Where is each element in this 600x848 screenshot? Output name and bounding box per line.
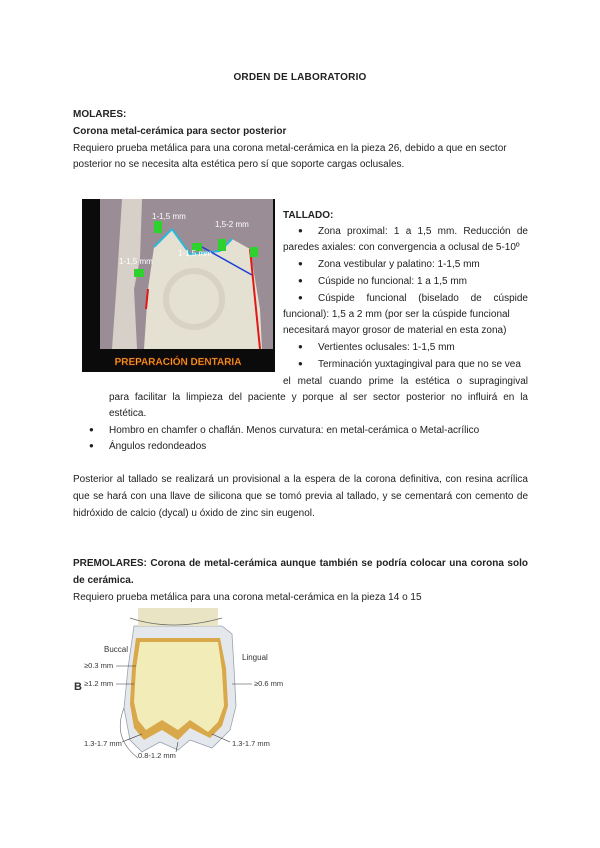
fig1-label-4: 1-1,5 mm	[119, 257, 153, 266]
molares-subheading: Corona metal-cerámica para sector posterior	[73, 126, 287, 137]
bullet: ●	[298, 293, 303, 302]
fig2-measure-4: 1.3-1.7 mm	[84, 739, 122, 748]
bullet: ●	[298, 276, 303, 285]
tallado-item-5: Vertientes oclusales: 1-1,5 mm	[318, 342, 455, 353]
bullet: ●	[298, 259, 303, 268]
fig2-measure-6: 0.8-1.2 mm	[138, 751, 176, 760]
tallado-heading: TALLADO:	[283, 210, 334, 221]
fig2-lingual-label: Lingual	[242, 653, 268, 662]
tallado-extra-1: Hombro en chamfer o chaflán. Menos curvatura: en metal-cerámica o Metal-acrílico	[109, 425, 480, 436]
molares-intro-line1: Requiero prueba metálica para una corona metal-cerámica en la pieza 26, debido a que en sector	[73, 143, 507, 154]
molares-intro-line2: posterior no se necesita alta estética pero sí que soporte cargas oclusales.	[73, 159, 405, 170]
tallado-item-1-line1: Zona proximal: 1 a 1,5 mm. Reducción de	[318, 226, 528, 237]
premolares-intro: Requiero prueba metálica para una corona metal-cerámica en la pieza 14 o 15	[73, 592, 422, 603]
tallado-item-4-line1: Cúspide funcional (biselado de cúspide	[318, 293, 528, 304]
tallado-extra-2: Ángulos redondeados	[109, 441, 207, 452]
fig2-measure-2: ≥1.2 mm	[84, 679, 114, 688]
bullet: ●	[298, 359, 303, 368]
tallado-item-4-line2: funcional): 1,5 a 2 mm (por ser la cúspide funcional	[283, 309, 510, 320]
tallado-item-6-line2: el metal cuando prime la estética o supragingival	[283, 376, 528, 387]
fig2-measure-5: 1.3-1.7 mm	[232, 739, 270, 748]
tallado-item-3: Cúspide no funcional: 1 a 1,5 mm	[318, 276, 467, 287]
tallado-item-6-line1: Terminación yuxtagingival para que no se vea	[318, 359, 521, 370]
fig1-label-3: 1-1,5 mm	[178, 249, 212, 258]
tallado-item-2: Zona vestibular y palatino: 1-1,5 mm	[318, 259, 480, 270]
molar-preparation-figure	[82, 199, 275, 372]
molares-heading: MOLARES:	[73, 109, 127, 120]
bullet: ●	[89, 425, 94, 434]
premolares-heading-line2: de cerámica.	[73, 575, 134, 586]
fig1-label-2: 1,5-2 mm	[215, 220, 249, 229]
fig1-label-1: 1-1,5 mm	[152, 212, 186, 221]
document-title: ORDEN DE LABORATORIO	[233, 72, 367, 83]
bullet: ●	[298, 226, 303, 235]
fig2-measure-3: ≥0.6 mm	[254, 679, 284, 688]
bullet: ●	[298, 342, 303, 351]
tallado-item-1-line2: paredes axiales: con convergencia a oclusal de 5-10º	[283, 242, 520, 253]
fig2-measure-1: ≥0.3 mm	[84, 661, 114, 670]
posterior-line1: Posterior al tallado se realizará un provisional a la espera de la corona definitiva, con resina acrílica	[73, 474, 528, 485]
premolares-heading-line1: PREMOLARES: Corona de metal-cerámica aunque también se podría colocar una corona solo	[73, 558, 528, 569]
bullet: ●	[89, 441, 94, 450]
fig2-buccal-label: Buccal	[104, 645, 129, 654]
tallado-item-4-line3: necesitará mayor grosor de material en esta zona)	[283, 325, 507, 336]
posterior-line3: hidróxido de calcio (dycal) u óxido de zinc sin eugenol.	[73, 508, 315, 519]
premolar-crown-figure	[72, 608, 284, 762]
posterior-line2: que se hará con una llave de silicona que se tomó previa al tallado, y se cementará con cemento de	[73, 491, 528, 502]
fig2-panel-label: B	[74, 681, 82, 693]
tallado-item-6-line3: para facilitar la limpieza del paciente y porque al ser sector posterior no influirá en la	[109, 392, 528, 403]
fig1-caption: PREPARACIÓN DENTARIA	[114, 357, 242, 368]
tallado-item-6-line4: estética.	[109, 408, 147, 419]
